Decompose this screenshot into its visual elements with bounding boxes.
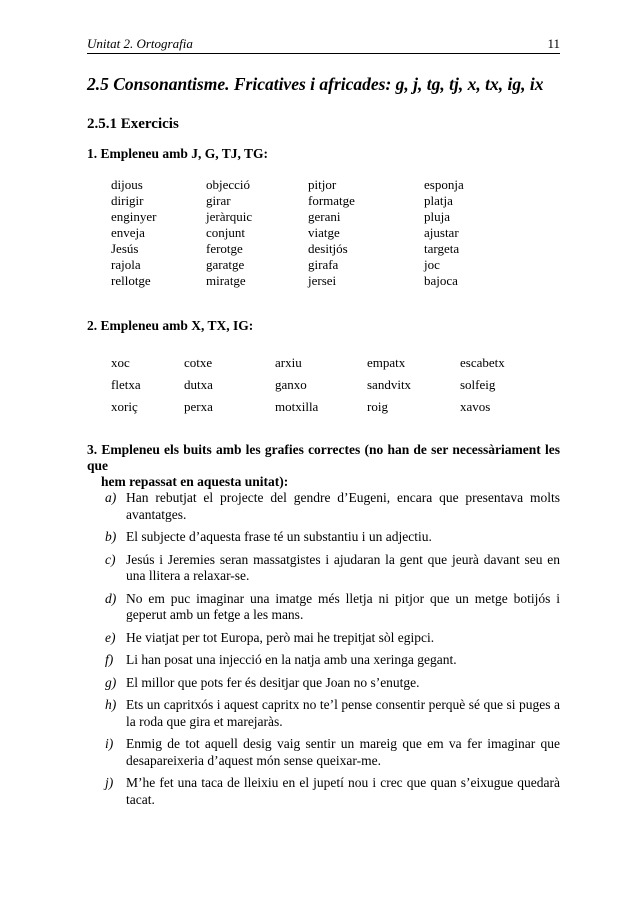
word-cell: joc [424, 257, 440, 272]
word-cell: roig [367, 399, 388, 414]
word-cell: perxa [184, 399, 213, 414]
exercise-3-heading-line-2: hem repassat en aquesta unitat): [101, 474, 289, 489]
item-text: Han rebutjat el projecte del gendre d’Eugeni, encara que presentava molts avantatges. [126, 490, 560, 522]
page-number: 11 [547, 36, 560, 51]
item-letter: j) [105, 775, 114, 790]
word-cell: arxiu [275, 355, 302, 370]
list-item [105, 652, 560, 669]
word-cell: empatx [367, 355, 406, 370]
item-letter: b) [105, 529, 117, 544]
word-cell: dutxa [184, 377, 213, 392]
word-cell: miratge [206, 273, 246, 288]
word-cell: targeta [424, 241, 460, 256]
word-cell: viatge [308, 225, 340, 240]
word-cell: xoriç [111, 399, 138, 414]
word-cell: girafa [308, 257, 339, 272]
item-text: El subjecte d’aquesta frase té un substantiu i un adjectiu. [126, 529, 432, 544]
item-text: Ets un capritxós i aquest capritx no te’l pense consentir perquè sé que si puges a la roda que gira et marejaràs. [126, 697, 560, 729]
word-cell: rajola [111, 257, 141, 272]
list-item [105, 552, 560, 585]
header-title: Unitat 2. Ortografia [87, 36, 193, 51]
word-cell: jersei [308, 273, 337, 288]
list-item [105, 697, 560, 730]
word-cell: ganxo [275, 377, 307, 392]
word-cell: desitjós [308, 241, 348, 256]
word-cell: garatge [206, 257, 245, 272]
word-cell: xavos [460, 399, 491, 414]
section-title: 2.5 Consonantisme. Fricatives i africades: g, j, tg, tj, x, tx, ig, ix [87, 74, 544, 94]
item-text: He viatjat per tot Europa, però mai he trepitjat sòl egipci. [126, 629, 435, 645]
word-cell: esponja [424, 177, 464, 192]
word-cell: solfeig [460, 377, 496, 392]
word-cell: fletxa [111, 377, 141, 392]
word-cell: platja [424, 193, 453, 208]
word-cell: cotxe [184, 355, 213, 370]
item-letter: h) [105, 697, 117, 712]
exercise-3-heading-line-1: 3. Empleneu els buits amb les grafies correctes (no han de ser necessàriament les que [87, 442, 560, 473]
item-letter: i) [105, 736, 114, 751]
list-item [105, 630, 560, 647]
item-letter: d) [105, 590, 117, 606]
list-item [105, 591, 560, 624]
word-cell: enveja [111, 225, 145, 240]
word-cell: pitjor [308, 177, 337, 192]
subsection-title: 2.5.1 Exercicis [87, 116, 179, 132]
word-cell: rellotge [111, 273, 151, 288]
word-cell: girar [206, 193, 231, 208]
word-cell: gerani [308, 209, 341, 224]
item-text: M’he fet una taca de lleixiu en el jupetí nou i crec que quan s’eixugue quedarà tacat. [126, 775, 560, 807]
word-cell: xoc [111, 355, 130, 370]
item-letter: g) [105, 674, 117, 690]
exercise-3-heading [87, 442, 560, 490]
word-cell: sandvitx [367, 377, 412, 392]
exercise-2-heading: 2. Empleneu amb X, TX, IG: [87, 318, 254, 333]
page-header [87, 36, 560, 54]
item-text: No em puc imaginar una imatge més lletja ni pitjor que un metge botijós i geperut amb un fetge a les mans. [126, 590, 560, 622]
word-cell: escabetx [460, 355, 505, 370]
word-cell: objecció [206, 177, 251, 192]
item-text: El millor que pots fer és desitjar que Joan no s’enutge. [126, 674, 420, 690]
word-cell: motxilla [275, 399, 319, 414]
list-item [105, 675, 560, 692]
word-cell: enginyer [111, 209, 157, 224]
item-text: Enmig de tot aquell desig vaig sentir un mareig que em va fer imaginar que desapareixeria d’aquest món sense queixar-me. [126, 736, 560, 768]
item-letter: f) [105, 652, 114, 667]
word-cell: Jesús [111, 241, 139, 256]
word-cell: dirigir [111, 193, 144, 208]
list-item [105, 736, 560, 769]
item-letter: a) [105, 490, 117, 505]
word-cell: formatge [308, 193, 355, 208]
exercise-1-heading: 1. Empleneu amb J, G, TJ, TG: [87, 146, 269, 161]
word-cell: ferotge [206, 241, 243, 256]
item-letter: e) [105, 629, 116, 645]
word-cell: conjunt [206, 225, 245, 240]
word-cell: pluja [424, 209, 450, 224]
item-letter: c) [105, 551, 116, 567]
list-item [105, 529, 560, 546]
exercise-3-sentence-list [105, 490, 560, 814]
word-cell: dijous [111, 177, 143, 192]
list-item [105, 490, 560, 523]
item-text: Jesús i Jeremies seran massatgistes i ajudaran la gent que jeurà davant seu en una llitera a relaxar-se. [126, 551, 560, 583]
list-item [105, 775, 560, 808]
item-text: Li han posat una injecció en la natja amb una xeringa gegant. [126, 652, 457, 667]
word-cell: bajoca [424, 273, 458, 288]
word-cell: jeràrquic [206, 209, 253, 224]
word-cell: ajustar [424, 225, 459, 240]
